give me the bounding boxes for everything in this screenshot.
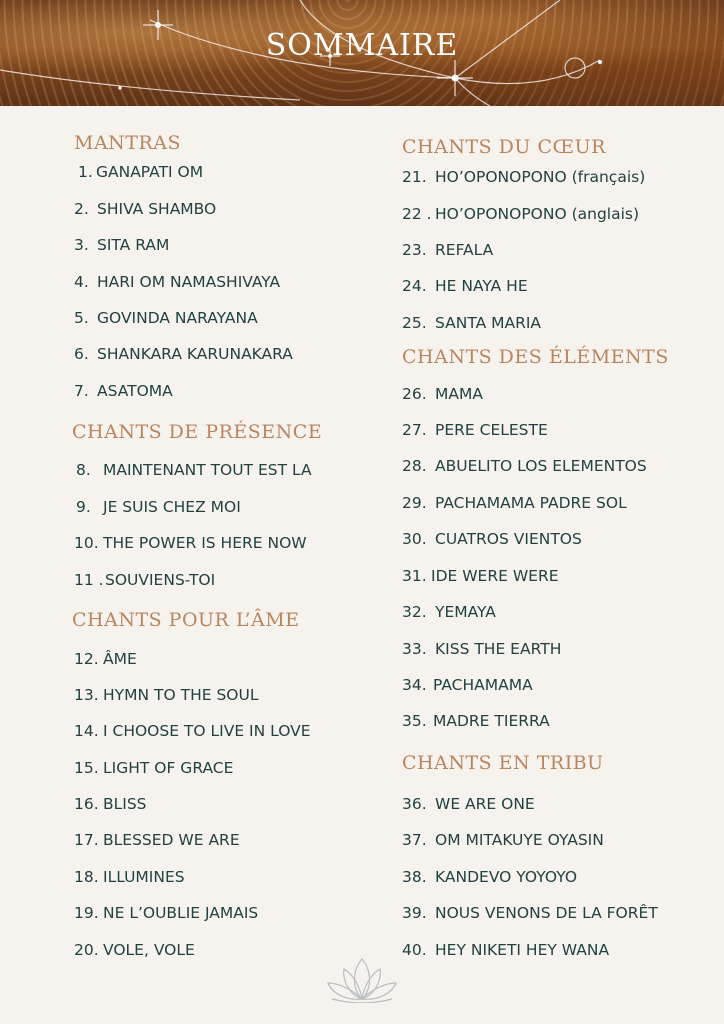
section-heading-presence: CHANTS DE PRÉSENCE	[72, 421, 323, 443]
list-item: 36. WE ARE ONE	[402, 795, 535, 813]
list-item: 2. SHIVA SHAMBO	[74, 200, 217, 218]
list-item: 17. BLESSED WE ARE	[74, 831, 240, 849]
list-item: 21. HO’OPONOPONO (français)	[402, 168, 646, 186]
page-title: SOMMAIRE	[265, 28, 459, 63]
list-item: 40. HEY NIKETI HEY WANA	[402, 941, 610, 959]
list-item: 27. PERE CELESTE	[402, 421, 548, 439]
list-item: 25. SANTA MARIA	[402, 314, 542, 332]
section-heading-mantras: MANTRAS	[74, 132, 182, 154]
section-heading-tribu: CHANTS EN TRIBU	[402, 752, 604, 774]
header-banner	[0, 0, 724, 106]
list-item: 4. HARI OM NAMASHIVAYA	[74, 273, 281, 291]
lotus-icon	[322, 955, 402, 1007]
list-item: 35. MADRE TIERRA	[402, 712, 550, 730]
list-item: 3. SITA RAM	[74, 236, 170, 254]
list-item: 28. ABUELITO LOS ELEMENTOS	[402, 457, 647, 475]
list-item: 29. PACHAMAMA PADRE SOL	[402, 494, 627, 512]
section-heading-coeur: CHANTS DU CŒUR	[402, 136, 606, 158]
list-item: 10. THE POWER IS HERE NOW	[74, 534, 307, 552]
list-item: 11 .SOUVIENS-TOI	[74, 571, 216, 589]
list-item: 14. I CHOOSE TO LIVE IN LOVE	[74, 722, 311, 740]
list-item: 8. MAINTENANT TOUT EST LA	[76, 461, 312, 479]
list-item: 6. SHANKARA KARUNAKARA	[74, 345, 293, 363]
list-item: 16. BLISS	[74, 795, 147, 813]
list-item: 5. GOVINDA NARAYANA	[74, 309, 258, 327]
list-item: 12. ÂME	[74, 650, 137, 668]
section-heading-ame: CHANTS POUR L’ÂME	[72, 609, 300, 631]
list-item: 31. IDE WERE WERE	[402, 567, 559, 585]
list-item: 18. ILLUMINES	[74, 868, 185, 886]
list-item: 1. GANAPATI OM	[78, 163, 204, 181]
list-item: 33. KISS THE EARTH	[402, 640, 562, 658]
list-item: 24. HE NAYA HE	[402, 277, 528, 295]
list-item: 38. KANDEVO YOYOYO	[402, 868, 578, 886]
list-item: 20. VOLE, VOLE	[74, 941, 195, 959]
list-item: 30. CUATROS VIENTOS	[402, 530, 582, 548]
list-item: 34. PACHAMAMA	[402, 676, 533, 694]
section-heading-elements: CHANTS DES ÉLÉMENTS	[402, 346, 669, 368]
list-item: 32. YEMAYA	[402, 603, 496, 621]
list-item: 7. ASATOMA	[74, 382, 173, 400]
list-item: 19. NE L’OUBLIE JAMAIS	[74, 904, 259, 922]
list-item: 37. OM MITAKUYE OYASIN	[402, 831, 604, 849]
list-item: 26. MAMA	[402, 385, 483, 403]
list-item: 9. JE SUIS CHEZ MOI	[76, 498, 241, 516]
list-item: 13. HYMN TO THE SOUL	[74, 686, 259, 704]
list-item: 15. LIGHT OF GRACE	[74, 759, 234, 777]
list-item: 22 . HO’OPONOPONO (anglais)	[402, 205, 640, 223]
list-item: 39. NOUS VENONS DE LA FORÊT	[402, 904, 658, 922]
list-item: 23. REFALA	[402, 241, 494, 259]
